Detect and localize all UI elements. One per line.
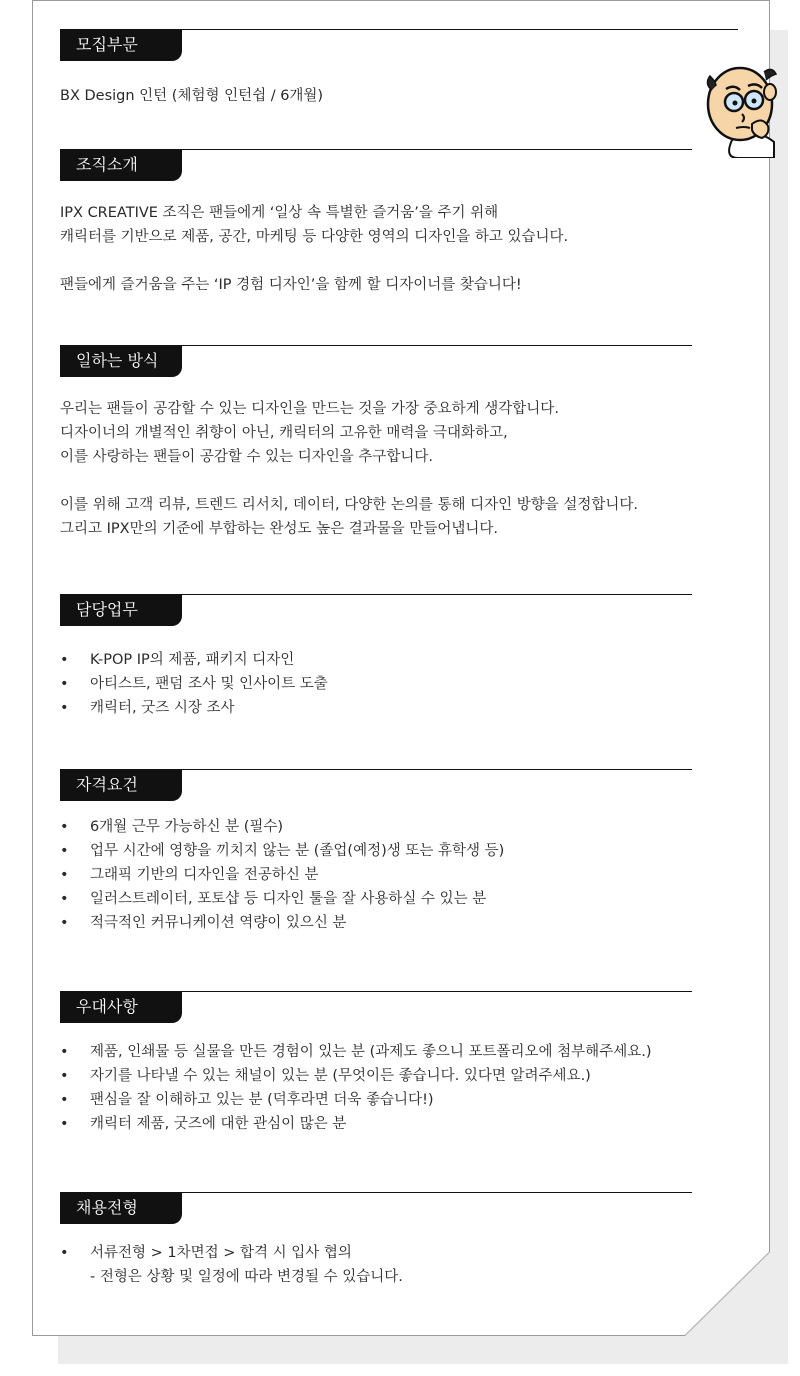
section-title: 조직소개 <box>60 149 182 181</box>
section-title: 채용전형 <box>60 1192 182 1224</box>
process-note: - 전형은 상황 및 일정에 따라 변경될 수 있습니다. <box>90 1269 403 1285</box>
list-item: • 6개월 근무 가능하신 분 (필수) <box>60 815 692 839</box>
section-preferred <box>60 991 692 1136</box>
list-item: • K-POP IP의 제품, 패키지 디자인 <box>60 648 692 672</box>
section-duties <box>60 594 692 720</box>
section-recruit <box>60 29 738 108</box>
section-qualifications <box>60 769 692 935</box>
paragraph-line: 캐릭터를 기반으로 제품, 공간, 마케팅 등 다양한 영역의 디자인을 하고 있습니다. <box>60 229 569 245</box>
position-text: BX Design 인턴 (체험형 인턴쉽 / 6개월) <box>60 88 324 104</box>
section-title: 일하는 방식 <box>60 345 182 377</box>
list-item: • 팬심을 잘 이해하고 있는 분 (덕후라면 더욱 좋습니다!) <box>60 1088 692 1112</box>
list-item: • 캐릭터, 굿즈 시장 조사 <box>60 696 692 720</box>
section-title: 담당업무 <box>60 594 182 626</box>
paragraph-line: IPX CREATIVE 조직은 팬들에게 ‘일상 속 특별한 즐거움’을 주기 위해 <box>60 205 499 221</box>
list-item: • 아티스트, 팬덤 조사 및 인사이트 도출 <box>60 672 692 696</box>
paragraph-line: 팬들에게 즐거움을 주는 ‘IP 경험 디자인’을 함께 할 디자이너를 찾습니다! <box>60 277 522 293</box>
paragraph-line: 우리는 팬들이 공감할 수 있는 디자인을 만드는 것을 가장 중요하게 생각합니다. <box>60 401 559 417</box>
list-item: • 캐릭터 제품, 굿즈에 대한 관심이 많은 분 <box>60 1112 692 1136</box>
paragraph-line: 디자이너의 개별적인 취향이 아닌, 캐릭터의 고유한 매력을 극대화하고, <box>60 425 508 441</box>
list-item: • 제품, 인쇄물 등 실물을 만든 경험이 있는 분 (과제도 좋으니 포트폴리오에 첨부해주세요.) <box>60 1040 692 1064</box>
section-process <box>60 1192 692 1289</box>
section-title: 모집부문 <box>60 29 182 61</box>
section-work <box>60 345 692 541</box>
list-item: • 적극적인 커뮤니케이션 역량이 있으신 분 <box>60 911 692 935</box>
list-item: • 업무 시간에 영향을 끼치지 않는 분 (졸업(예정)생 또는 휴학생 등) <box>60 839 692 863</box>
list-item: • 서류전형 > 1차면접 > 합격 시 입사 협의 <box>60 1241 692 1265</box>
list-item: • 일러스트레이터, 포토샵 등 디자인 툴을 잘 사용하실 수 있는 분 <box>60 887 692 911</box>
paragraph-line: 이를 위해 고객 리뷰, 트렌드 리서치, 데이터, 다양한 논의를 통해 디자인 방향을 설정합니다. <box>60 497 638 513</box>
list-item: • 자기를 나타낼 수 있는 채널이 있는 분 (무엇이든 좋습니다. 있다면 알려주세요.) <box>60 1064 692 1088</box>
list-item: • 그래픽 기반의 디자인을 전공하신 분 <box>60 863 692 887</box>
section-org <box>60 149 692 297</box>
section-title: 우대사항 <box>60 991 182 1023</box>
paragraph-line: 그리고 IPX만의 기준에 부합하는 완성도 높은 결과물을 만들어냅니다. <box>60 521 499 537</box>
paragraph-line: 이를 사랑하는 팬들이 공감할 수 있는 디자인을 추구합니다. <box>60 449 434 465</box>
section-title: 자격요건 <box>60 769 182 801</box>
